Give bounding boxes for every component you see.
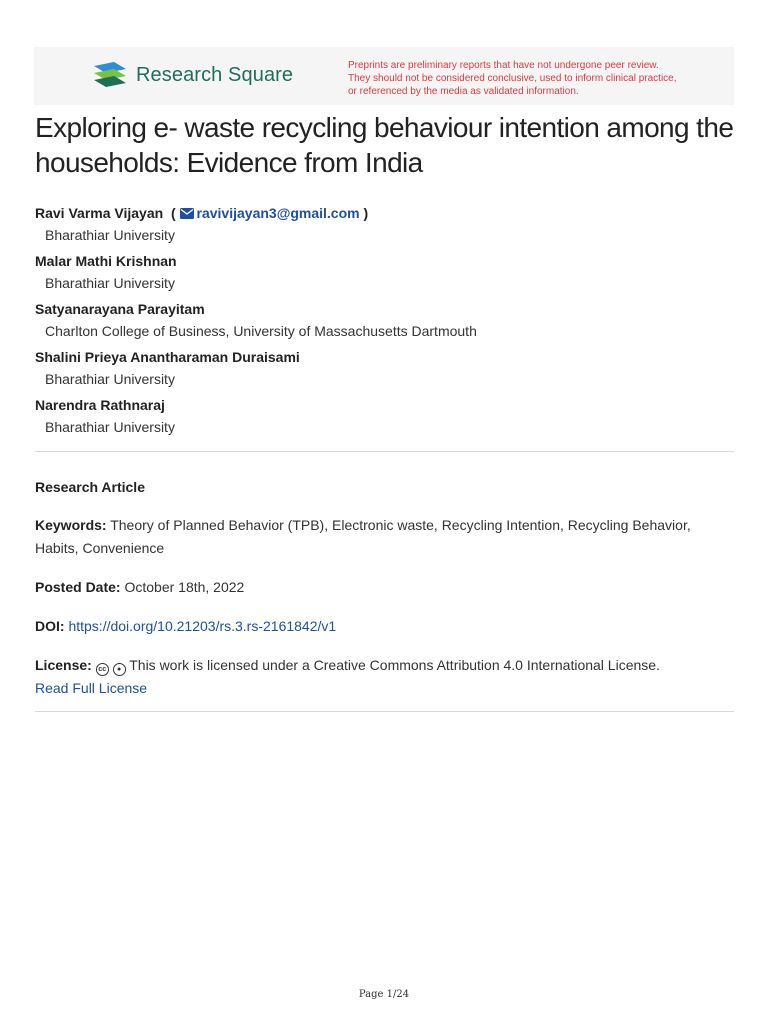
author-affiliation: Bharathiar University xyxy=(45,419,175,435)
author-name: Ravi Varma Vijayan ( ravivijayan3@gmail.com ) xyxy=(35,205,369,221)
cc-icon: cc xyxy=(96,663,109,676)
keywords-value: Theory of Planned Behavior (TPB), Electronic waste, Recycling Intention, Recycling Behavior, Habits, Convenience xyxy=(35,517,691,556)
author-list xyxy=(35,202,735,442)
author-name: Satyanarayana Parayitam xyxy=(35,301,205,317)
posted-date xyxy=(35,576,735,599)
doi-link[interactable]: https://doi.org/10.21203/rs.3.rs-2161842/v1 xyxy=(68,618,337,634)
author-name: Shalini Prieya Anantharaman Duraisami xyxy=(35,349,300,365)
research-square-logo-icon xyxy=(92,61,128,89)
envelope-icon xyxy=(180,208,194,219)
license xyxy=(35,654,735,700)
read-full-license-link[interactable]: Read Full License xyxy=(35,680,148,696)
divider xyxy=(35,451,734,452)
author-affiliation: Bharathiar University xyxy=(45,275,175,291)
disclaimer-line: Preprints are preliminary reports that have not undergone peer review. xyxy=(348,60,659,71)
author-name: Narendra Rathnaraj xyxy=(35,397,165,413)
article-type: Research Article xyxy=(35,479,145,495)
posted-date-label: Posted Date: xyxy=(35,579,121,595)
author-affiliation: Charlton College of Business, University of Massachusetts Dartmouth xyxy=(45,323,477,339)
research-square-logo[interactable] xyxy=(92,61,293,89)
brand-name: Research Square xyxy=(136,63,294,86)
license-label: License: xyxy=(35,657,92,673)
page-number: Page 1/24 xyxy=(358,989,410,1000)
author-affiliation: Bharathiar University xyxy=(45,227,175,243)
paper-title: Exploring e- waste recycling behaviour intention among the households: Evidence from India xyxy=(35,112,734,178)
disclaimer-line: They should not be considered conclusive, used to inform clinical practice, xyxy=(348,73,677,84)
doi xyxy=(35,615,735,638)
posted-date-value: October 18th, 2022 xyxy=(124,579,245,595)
license-text: This work is licensed under a Creative Commons Attribution 4.0 International License. xyxy=(129,657,660,673)
by-icon: ● xyxy=(113,663,126,676)
keywords xyxy=(35,514,735,560)
divider xyxy=(35,711,734,712)
preprint-banner xyxy=(34,47,734,105)
author-name: Malar Mathi Krishnan xyxy=(35,253,177,269)
keywords-label: Keywords: xyxy=(35,517,107,533)
author-email-link[interactable]: ravivijayan3@gmail.com xyxy=(180,205,360,221)
doi-label: DOI: xyxy=(35,618,65,634)
disclaimer-line: or referenced by the media as validated information. xyxy=(348,86,579,97)
author-affiliation: Bharathiar University xyxy=(45,371,175,387)
preprint-disclaimer xyxy=(348,59,728,98)
